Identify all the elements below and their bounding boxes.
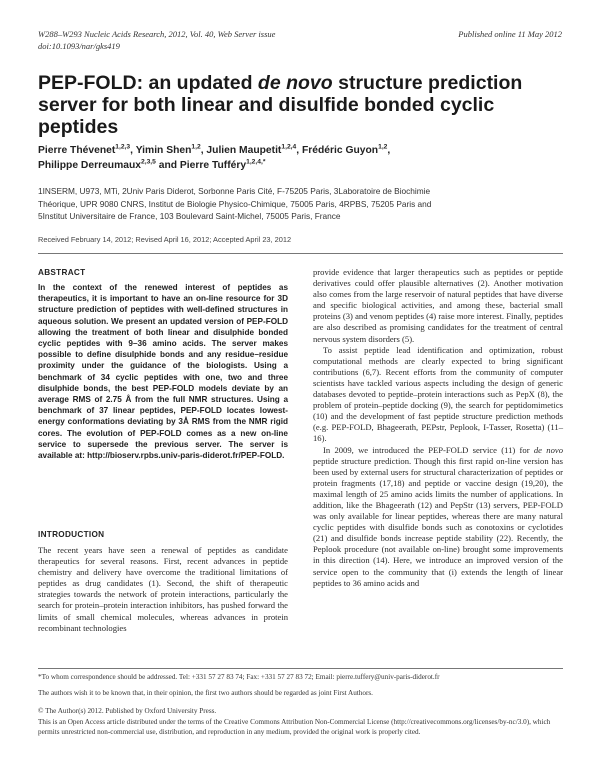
author: Pierre Thévenet$^{1,2,3}$ <box>38 143 131 156</box>
license-text: This is an Open Access article distributed under the terms of the Creative Commons Attribution Non-Commercial License (http://creativecommons.org/licenses/by-nc/3.0), which permits unrestricted non-commercial use, distribution, and reproduction in any medium, provided the original work is properly cited. <box>38 718 551 736</box>
journal-citation: W288–W293 Nucleic Acids Research, 2012, Vol. 40, Web Server issue <box>38 29 276 39</box>
author: Pierre Tufféry$^{1,2,4,*}$ <box>179 158 266 171</box>
author: Yimin Shen$^{1,2}$ <box>135 143 201 156</box>
copyright: © The Author(s) 2012. Published by Oxford University Press. <box>38 707 217 715</box>
published-date: Published online 11 May 2012 <box>458 29 562 39</box>
author-list: Pierre Thévenet$^{1,2,3}$, Yimin Shen$^{1,2}$, Julien Maupetit$^{1,2,4}$, Frédéric Guyon$^{1,2}$, Philippe Derreumaux$^{2,3,5}$ and Pierre Tufféry$^{1,2,4,*}$ <box>38 143 391 171</box>
paragraph: provide evidence that larger therapeutics such as peptides or peptide derivatives could offer plausible alternatives (2). Another motivation also comes from the large reservoir of natural peptides that have diverse and specific biological activities, and among these, bacterial small proteins (3) and venom peptides (4) raise more interest. Finally, peptides are also described as promising candidates for the treatment of central nervous system disorders (5). <box>313 267 563 344</box>
affiliation-line: 5Institut Universitaire de France, 103 Boulevard Saint-Michel, 75005 Paris, France <box>38 211 341 221</box>
received-dates: Received February 14, 2012; Revised April 16, 2012; Accepted April 23, 2012 <box>38 235 292 244</box>
abstract-text: In the context of the renewed interest of peptides as therapeutics, it is important to have an on-line resource for 3D structure prediction of peptides with well-defined structures in aqueous solution. We present an updated version of PEP-FOLD allowing the treatment of both linear and disulphide bonded cyclic peptides with 9–36 amino acids. The server makes possible to define disulphide bonds and any residue–residue proximity under the guidance of the biologists. Using a benchmark of 34 cyclic peptides with one, two and three disulphide bonds, the best PEP-FOLD models deviate by an average RMS of 2.75 Å from the full NMR structures. Using a benchmark of 37 linear peptides, PEP-FOLD locates lowest-energy conformations deviating by 3Å RMS from the NMR rigid cores. The evolution of PEP-FOLD comes as a new on-line service to supersede the previous server. The server is available at: http://bioserv.rpbs.univ-paris-diderot.fr/PEP-FOLD. <box>38 283 288 461</box>
author: Julien Maupetit$^{1,2,4}$ <box>206 143 297 156</box>
paragraph: The recent years have seen a renewal of peptides as candidate therapeutics for several reasons. First, recent advances in peptide chemistry and delivery have overcome the traditional limitations of peptides as drug candidates (1). Second, the shift of therapeutic strategies towards the network of protein interactions, particularly the search for protein–protein interaction inhibitors, has pushed forward the limits of small chemical molecules, whereas advances in protein recombinant technologies <box>38 545 288 633</box>
footnote-correspondence: *To whom correspondence should be addressed. Tel: +331 57 27 83 74; Fax: +331 57 27 83 72; Email: pierre.tuffery@univ-paris-diderot.fr <box>38 673 440 681</box>
right-column <box>313 267 563 589</box>
abstract-heading: ABSTRACT <box>38 268 86 277</box>
doi: doi:10.1093/nar/gks419 <box>38 41 120 51</box>
footnote-divider <box>38 668 563 669</box>
affiliation-line: 1INSERM, U973, MTi, 2Univ Paris Diderot, Sorbonne Paris Cité, F-75205 Paris, 3Laboratoire de Biochimie <box>38 186 431 196</box>
footnote-joint-authors: The authors wish it to be known that, in their opinion, the first two authors should be regarded as joint First Authors. <box>38 689 373 697</box>
author: Frédéric Guyon$^{1,2}$ <box>301 143 388 156</box>
paragraph: To assist peptide lead identification and optimization, robust computational methods are clearly expected to bring significant contributions (6,7). Recent efforts from the community of computer scientists have tackled various aspects including the design of generic databases devoted to peptide–protein interactions such as PepX (8), the problem of protein–peptide docking (9), the search for peptidomimetics (10) and the development of fast peptide structure prediction methods (e.g. PEP-FOLD, Bhageerath, PEPstr, Peplook, I-Tasser, Rosetta) (11–16). <box>313 344 563 444</box>
section-divider <box>38 253 563 254</box>
article-title: PEP-FOLD: an updated de novo structure prediction server for both linear and disulfide bonded cyclic peptides <box>38 72 523 138</box>
paragraph: In 2009, we introduced the PEP-FOLD service (11) for de novo peptide structure prediction. Though this first rapid on-line version has been used by external users for structural characterization of peptides or protein fragments (17,18) and peptide or vaccine design (19,20), the maximal length of 25 amino acids limits the number of applications. In addition, like the Bhageerath (12) and PepStr (13) servers, PEP-FOLD was only available for linear peptides, whereas there are many natural cyclic peptides with disulfide bonds such as conotoxins or cyclotides (21) and disulfide bonds increase peptide stability (22). Recently, the Peplook procedure (not available on-line) brought some improvements in this direction (14). Here, we introduce an improved version of the service open to the community that (i) extends the length of linear peptides to 36 amino acids and <box>313 444 563 588</box>
affiliation-line: Théorique, UPR 9080 CNRS, Institut de Biologie Physico-Chimique, 75005 Paris, 4RPBS, 75205 Paris and <box>38 198 432 209</box>
running-header-left <box>38 29 275 51</box>
affiliations <box>38 185 563 223</box>
author: Philippe Derreumaux$^{2,3,5}$ <box>38 158 156 171</box>
introduction-heading: INTRODUCTION <box>38 530 105 539</box>
introduction-text <box>38 545 288 634</box>
